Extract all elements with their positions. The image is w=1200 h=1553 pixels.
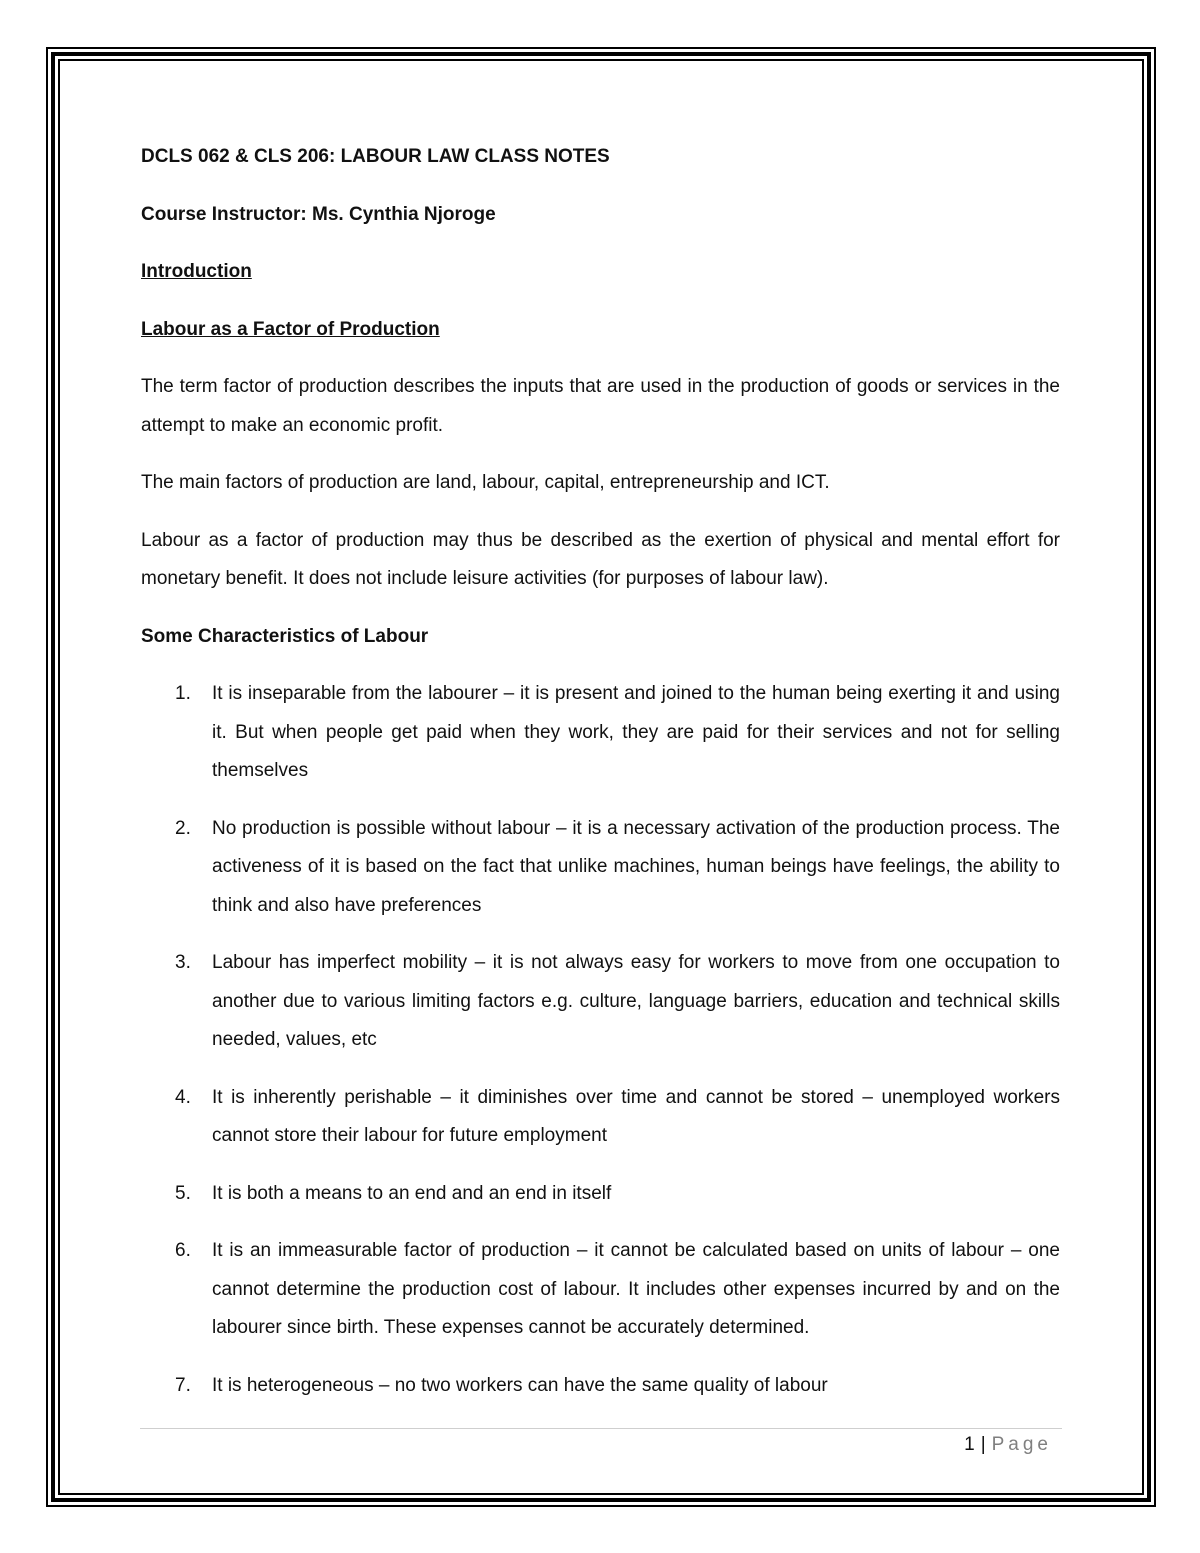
list-item-text: It is both a means to an end and an end in itself — [212, 1182, 612, 1204]
list-item-number: 7. — [175, 1374, 191, 1396]
paragraph: The term factor of production describes the inputs that are used in the production of goods or services in the attempt to make an economic profit. — [141, 376, 1060, 436]
section-heading-introduction: Introduction — [141, 261, 252, 282]
list-item — [141, 810, 1060, 926]
list-item — [141, 1367, 1060, 1406]
section-heading-factor-of-production: Labour as a Factor of Production — [141, 318, 440, 340]
list-item — [141, 944, 1060, 1060]
footer-separator: | — [980, 1434, 986, 1455]
list-item — [141, 1079, 1060, 1156]
page-number: 1 — [964, 1434, 975, 1455]
footer-divider — [140, 1428, 1062, 1429]
document-title: DCLS 062 & CLS 206: LABOUR LAW CLASS NOTES — [141, 146, 610, 167]
characteristics-list — [141, 675, 1060, 1405]
course-instructor: Course Instructor: Ms. Cynthia Njoroge — [141, 203, 496, 225]
list-item-text: Labour has imperfect mobility – it is not always easy for workers to move from one occupation to another due to various limiting factors e.g. culture, language barriers, education and technical skills needed, values, etc — [212, 952, 1060, 1050]
list-item-number: 3. — [175, 952, 191, 973]
list-item — [141, 675, 1060, 791]
document-body — [141, 138, 1060, 1424]
list-item-number: 4. — [175, 1086, 191, 1108]
list-item-text: It is an immeasurable factor of production – it cannot be calculated based on units of labour – one cannot determine the production cost of labour. It includes other expenses incurred by and on the labourer since birth. These expenses cannot be accurately determined. — [212, 1240, 1060, 1338]
characteristics-heading: Some Characteristics of Labour — [141, 625, 429, 647]
list-item-number: 6. — [175, 1240, 191, 1261]
list-item-number: 1. — [175, 683, 191, 704]
list-item-number: 5. — [175, 1182, 191, 1204]
list-item-text: No production is possible without labour – it is a necessary activation of the production process. The activeness of it is based on the fact that unlike machines, human beings have feelings, the ability to think and also have preferences — [212, 817, 1060, 916]
list-item-text: It is inherently perishable – it diminishes over time and cannot be stored – unemployed workers cannot store their labour for future employment — [212, 1086, 1060, 1146]
page-label: Page — [991, 1434, 1052, 1455]
paragraph: Labour as a factor of production may thus be described as the exertion of physical and mental effort for monetary benefit. It does not include leisure activities (for purposes of labour law). — [141, 529, 1060, 589]
list-item — [141, 1175, 1060, 1214]
list-item-text: It is inseparable from the labourer – it is present and joined to the human being exerting it and using it. But when people get paid when they work, they are paid for their services and not for selling themselves — [212, 683, 1060, 781]
paragraph: The main factors of production are land, labour, capital, entrepreneurship and ICT. — [141, 472, 830, 493]
list-item-text: It is heterogeneous – no two workers can have the same quality of labour — [212, 1374, 828, 1396]
page-footer — [964, 1430, 1052, 1460]
list-item — [141, 1232, 1060, 1348]
list-item-number: 2. — [175, 817, 191, 839]
